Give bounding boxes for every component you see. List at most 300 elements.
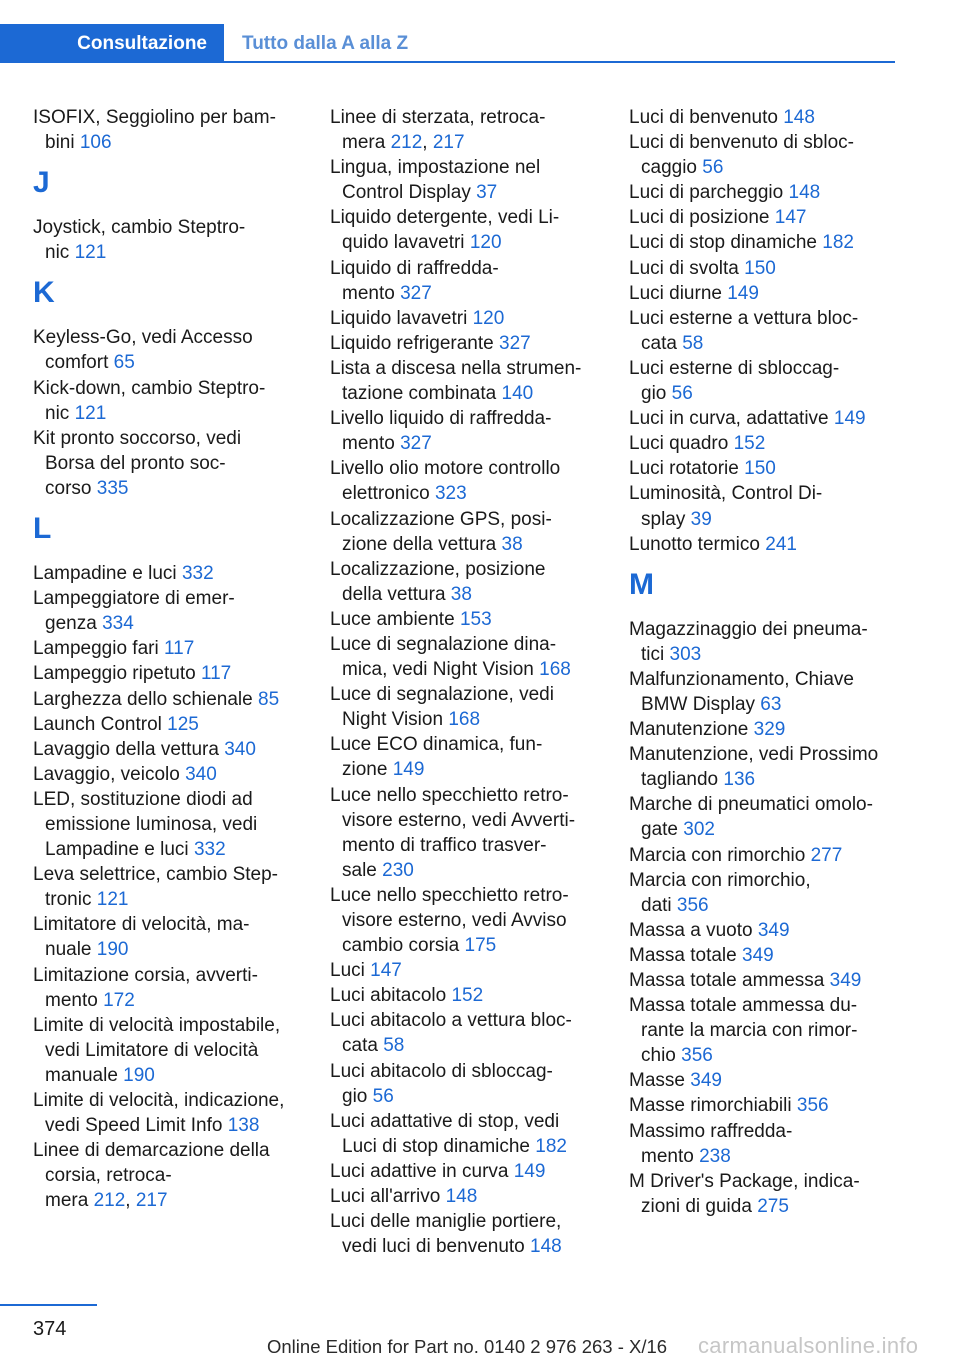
- page-reference-link[interactable]: 152: [451, 985, 484, 1007]
- index-entry: [33, 661, 301, 686]
- index-entry: [330, 883, 598, 958]
- index-entry-text: Luce nello specchietto retro-: [330, 884, 569, 906]
- index-entry-line: [33, 1013, 301, 1038]
- index-entry-line: [33, 1063, 301, 1088]
- index-entry: [629, 918, 891, 943]
- index-entry-text: zioni di guida: [641, 1195, 752, 1217]
- index-entry: [629, 306, 891, 356]
- index-entry: [629, 617, 891, 667]
- index-entry-text: Masse rimorchiabili: [629, 1095, 792, 1117]
- index-entry-line: [629, 692, 891, 717]
- index-entry-line: [330, 983, 598, 1008]
- page-reference-link[interactable]: 217: [432, 132, 465, 154]
- index-entry-text: bini: [45, 132, 75, 154]
- index-entry-text: elettronico: [342, 483, 430, 505]
- index-entry: [33, 862, 301, 912]
- index-entry-text: Luci abitacolo di sbloccag-: [330, 1060, 553, 1082]
- index-entry-line: [330, 1033, 598, 1058]
- index-entry-line: [629, 507, 891, 532]
- page-reference-link[interactable]: 327: [400, 282, 432, 304]
- index-entry-text: Luce di segnalazione, vedi: [330, 684, 554, 706]
- index-entry-text: Luci di stop dinamiche: [342, 1135, 530, 1157]
- index-entry-text: Luci di benvenuto di sbloc-: [629, 132, 854, 154]
- page-reference-link[interactable]: 38: [450, 583, 472, 605]
- page-reference-link[interactable]: 172: [103, 989, 135, 1011]
- index-entry-line: [33, 426, 301, 451]
- index-entry-line: [330, 306, 598, 331]
- index-entry: [629, 843, 891, 868]
- index-entry-line: [330, 783, 598, 808]
- index-entry-line: [629, 256, 891, 281]
- index-entry-line: [330, 1159, 598, 1184]
- watermark: carmanualsonline.info: [698, 1333, 919, 1358]
- index-entry-text: mica, vedi Night Vision: [342, 659, 534, 681]
- page-reference-link[interactable]: 175: [464, 935, 497, 957]
- index-entry-text: Linee di sterzata, retroca-: [330, 107, 546, 128]
- index-entry-text: mento di traffico trasver-: [342, 834, 547, 856]
- page-reference-link[interactable]: 125: [167, 713, 199, 735]
- index-entry-line: [629, 130, 891, 155]
- index-entry-line: [629, 481, 891, 506]
- page-reference-link[interactable]: 120: [469, 232, 502, 254]
- index-entry-text: Limite di velocità impostabile,: [33, 1014, 281, 1036]
- index-entry-text: Lampeggio ripetuto: [33, 663, 196, 685]
- index-entry: [629, 742, 891, 792]
- index-entry-line: [629, 155, 891, 180]
- index-entry: [33, 1013, 301, 1088]
- index-entry-line: [33, 963, 301, 988]
- index-entry-line: [629, 1169, 891, 1194]
- page-reference-link[interactable]: 241: [765, 533, 797, 555]
- index-entry-text: Manutenzione: [629, 719, 749, 741]
- index-entry-text: nic: [45, 242, 70, 264]
- page-reference-link[interactable]: 332: [193, 839, 226, 861]
- index-entry-line: [629, 868, 891, 893]
- page-reference-link[interactable]: 356: [681, 1045, 713, 1067]
- index-entry: [330, 732, 598, 782]
- index-entry-line: [33, 937, 301, 962]
- index-entry-text: dati: [641, 894, 672, 916]
- index-entry-text: Borsa del pronto soc-: [45, 452, 226, 474]
- page-reference-link[interactable]: 327: [400, 433, 432, 455]
- index-entry-text: manuale: [45, 1064, 118, 1086]
- index-entry-text: Luce ambiente: [330, 608, 455, 630]
- index-entry-line: [33, 687, 301, 712]
- index-entry: [33, 737, 301, 762]
- index-entry-line: [330, 682, 598, 707]
- index-entry-text: genza: [45, 613, 97, 635]
- index-entry-text: Limite di velocità, indicazione,: [33, 1090, 285, 1111]
- index-entry-line: [629, 667, 891, 692]
- page-reference-link[interactable]: 58: [383, 1035, 405, 1057]
- index-entry: [629, 717, 891, 742]
- index-entry-line: [629, 893, 891, 918]
- page-reference-link[interactable]: 329: [753, 719, 786, 741]
- index-entry-text: BMW Display: [641, 693, 756, 715]
- page-reference-link[interactable]: 65: [113, 352, 135, 374]
- index-entry-text: visore esterno, vedi Avviso: [342, 910, 567, 931]
- index-entry-text: cata: [641, 332, 677, 354]
- index-entry: [629, 256, 891, 281]
- index-entry: [33, 586, 301, 636]
- index-entry: [33, 1088, 301, 1138]
- index-entry-line: [330, 607, 598, 632]
- index-entry-text: Luci: [330, 960, 365, 982]
- index-entry: [330, 356, 598, 406]
- page-reference-link[interactable]: 275: [757, 1195, 789, 1217]
- page-reference-link[interactable]: 148: [530, 1236, 562, 1258]
- index-entry-text: corso: [45, 477, 92, 499]
- index-entry-line: [629, 1119, 891, 1144]
- index-entry: [330, 557, 598, 607]
- index-entry-text: Liquido refrigerante: [330, 332, 494, 354]
- index-entry-line: mera 212, 217: [45, 1190, 168, 1212]
- page-reference-link[interactable]: 356: [796, 1095, 829, 1117]
- index-entry-text: Luci delle maniglie portiere,: [330, 1211, 562, 1233]
- index-entry-text: corsia, retroca-: [45, 1165, 172, 1187]
- page-reference-link[interactable]: 153: [459, 608, 492, 630]
- index-entry-text: Kick-down, cambio Steptro-: [33, 377, 266, 399]
- index-entry: [330, 1159, 598, 1184]
- index-entry-line: [330, 858, 598, 883]
- page-reference-link[interactable]: 327: [499, 332, 531, 354]
- index-entry-line: [33, 1088, 301, 1113]
- index-entry-text: Manutenzione, vedi Prossimo: [629, 744, 879, 766]
- page-reference-link[interactable]: 147: [370, 960, 402, 982]
- index-entry-text: Luci di svolta: [629, 257, 739, 279]
- index-entry-line: [330, 732, 598, 757]
- index-entry-text: sale: [342, 859, 377, 881]
- index-entry-text: Night Vision: [342, 709, 444, 731]
- page-reference-link[interactable]: 121: [74, 402, 107, 424]
- index-entry-line: [629, 918, 891, 943]
- tab-consultazione[interactable]: Consultazione: [0, 24, 224, 63]
- index-entry-text: vedi Speed Limit Info: [45, 1115, 223, 1137]
- page-reference-link[interactable]: 212: [390, 132, 423, 154]
- index-entry: [629, 431, 891, 456]
- index-entry-line: [33, 561, 301, 586]
- index-entry: [330, 1184, 598, 1209]
- index-entry-text: Luci abitacolo: [330, 985, 447, 1007]
- index-entry-line: [330, 1234, 598, 1259]
- index-entry-line: [33, 661, 301, 686]
- page-reference-link[interactable]: 168: [448, 709, 481, 731]
- index-entry: [33, 1138, 301, 1213]
- index-entry: [330, 306, 598, 331]
- index-entry-line: [629, 180, 891, 205]
- index-entry-line: [330, 230, 598, 255]
- page-reference-link[interactable]: 58: [682, 332, 704, 354]
- index-entry-text: vedi Limitatore di velocità: [45, 1039, 259, 1061]
- page-reference-link[interactable]: 149: [833, 408, 866, 430]
- index-entry-text: Lampadine e luci: [33, 563, 177, 585]
- page-reference-link[interactable]: 149: [392, 759, 425, 781]
- page-reference-link[interactable]: 56: [372, 1085, 394, 1107]
- page-reference-link[interactable]: 150: [744, 458, 776, 480]
- page-reference-link[interactable]: 148: [783, 107, 815, 128]
- index-entry: [629, 130, 891, 180]
- index-column-1: [33, 105, 301, 1213]
- page-reference-link[interactable]: 136: [723, 769, 756, 791]
- index-entry-text: Luci in curva, adattative: [629, 408, 829, 430]
- index-entry-line: [629, 792, 891, 817]
- index-entry-line: [629, 742, 891, 767]
- index-entry-text: Liquido lavavetri: [330, 307, 468, 329]
- index-entry-text: tici: [641, 643, 665, 665]
- page-reference-link[interactable]: 323: [434, 483, 467, 505]
- index-entry: [330, 256, 598, 306]
- index-entry-text: Launch Control: [33, 713, 162, 735]
- index-entry: [330, 958, 598, 983]
- index-entry-line: [33, 215, 301, 240]
- page-reference-link[interactable]: 238: [699, 1145, 731, 1167]
- index-entry: [33, 426, 301, 501]
- page-reference-link[interactable]: 349: [829, 970, 862, 991]
- index-entry-text: Localizzazione GPS, posi-: [330, 508, 552, 530]
- index-entry-line: [33, 1038, 301, 1063]
- index-letter-heading: K: [33, 276, 55, 310]
- page-reference-link[interactable]: 106: [79, 132, 112, 154]
- page-reference-link[interactable]: 149: [513, 1160, 546, 1182]
- index-entry: [629, 993, 891, 1068]
- index-entry-text: visore esterno, vedi Avverti-: [342, 809, 576, 831]
- index-entry-line: [330, 958, 598, 983]
- index-entry: [629, 1119, 891, 1169]
- index-entry-text: LED, sostituzione diodi ad: [33, 788, 253, 810]
- index-entry-line: [629, 1018, 891, 1043]
- page-reference-link[interactable]: 147: [774, 207, 807, 229]
- page-reference-link[interactable]: 37: [476, 182, 498, 204]
- index-entry-line: [629, 532, 891, 557]
- index-entry: [330, 456, 598, 506]
- index-entry: [629, 868, 891, 918]
- index-entry-text: Lavaggio della vettura: [33, 738, 219, 760]
- index-entry: [330, 607, 598, 632]
- index-entry-text: Luci esterne di sbloccag-: [629, 357, 840, 379]
- index-entry-text: Massa totale: [629, 944, 737, 966]
- index-entry-text: Localizzazione, posizione: [330, 558, 546, 580]
- index-entry-line: [33, 325, 301, 350]
- page-reference-link[interactable]: 120: [472, 307, 505, 329]
- index-entry-line: [330, 205, 598, 230]
- index-entry: [330, 1209, 598, 1259]
- index-entry: [33, 215, 301, 265]
- index-entry: [33, 762, 301, 787]
- index-entry-text: cambio corsia: [342, 935, 460, 957]
- index-entry: [330, 105, 598, 155]
- page-reference-link[interactable]: 117: [163, 638, 195, 660]
- page-reference-link[interactable]: 63: [760, 693, 782, 715]
- index-entry-text: Joystick, cambio Steptro-: [33, 217, 246, 239]
- page-reference-link[interactable]: 340: [185, 763, 217, 785]
- index-entry-text: Masse: [629, 1070, 685, 1092]
- index-entry-line: [629, 617, 891, 642]
- index-entry-text: Luci di stop dinamiche: [629, 232, 817, 254]
- index-entry-text: Livello liquido di raffredda-: [330, 408, 552, 430]
- index-entry-text: Luminosità, Control Di-: [629, 483, 823, 505]
- page-reference-link[interactable]: 150: [744, 257, 776, 279]
- index-entry-text: Luci all'arrivo: [330, 1186, 441, 1208]
- index-entry-line: [33, 240, 301, 265]
- index-letter-heading: M: [629, 567, 654, 601]
- index-entry-text: Keyless-Go, vedi Accesso: [33, 327, 253, 349]
- index-entry-text: Luce nello specchietto retro-: [330, 784, 569, 806]
- index-entry: [330, 406, 598, 456]
- index-entry-line: [330, 632, 598, 657]
- index-entry: [629, 1093, 891, 1118]
- tab-tutto-dalla-a-alla-z[interactable]: Tutto dalla A alla Z: [242, 32, 409, 54]
- page-reference-link[interactable]: 149: [727, 282, 759, 304]
- index-entry-text: Lavaggio, veicolo: [33, 763, 180, 785]
- index-entry-line: [330, 1134, 598, 1159]
- index-entry-text: Lampeggio fari: [33, 638, 159, 660]
- page-reference-link[interactable]: 334: [102, 613, 134, 635]
- index-entry: [33, 376, 301, 426]
- index-entry-line: [33, 862, 301, 887]
- index-entry: [33, 636, 301, 661]
- index-entry-line: [330, 1059, 598, 1084]
- index-entry-line: [33, 401, 301, 426]
- page-reference-link[interactable]: 230: [382, 859, 414, 881]
- page-reference-link[interactable]: 332: [181, 563, 214, 585]
- index-entry: [629, 281, 891, 306]
- page-reference-link[interactable]: 39: [690, 508, 712, 530]
- index-entry-text: Control Display: [342, 182, 471, 204]
- index-entry-line: [330, 933, 598, 958]
- index-entry: [629, 356, 891, 406]
- index-entry-text: Massa totale ammessa: [629, 970, 825, 991]
- index-entry-text: tazione combinata: [342, 383, 497, 405]
- index-entry-line: [330, 1209, 598, 1234]
- index-entry-line: [629, 356, 891, 381]
- index-entry-text: nic: [45, 402, 70, 424]
- page-reference-link[interactable]: 85: [258, 688, 280, 710]
- page-number: 374: [33, 1318, 67, 1340]
- index-entry-text: Marcia con rimorchio,: [629, 869, 811, 891]
- index-entry: [33, 561, 301, 586]
- index-entry-line: [330, 481, 598, 506]
- page-reference-link[interactable]: 38: [501, 533, 523, 555]
- index-entry-text: Luci di parcheggio: [629, 182, 784, 204]
- index-entry-text: tagliando: [641, 769, 719, 791]
- index-entry-line: [629, 230, 891, 255]
- page-reference-link[interactable]: 148: [445, 1186, 478, 1208]
- index-entry-line: [33, 737, 301, 762]
- index-entry-text: Kit pronto soccorso, vedi: [33, 427, 242, 449]
- page-reference-link[interactable]: 56: [671, 383, 693, 405]
- index-entry-line: [330, 557, 598, 582]
- page-reference-link[interactable]: 349: [690, 1070, 722, 1092]
- page-reference-link[interactable]: 335: [96, 477, 129, 499]
- page-reference-link[interactable]: 168: [539, 659, 571, 681]
- index-entry-line: [33, 376, 301, 401]
- index-entry-text: ISOFIX, Seggiolino per bam-: [33, 107, 276, 128]
- page-reference-link[interactable]: 349: [742, 944, 774, 966]
- index-entry: [330, 1059, 598, 1109]
- page-reference-link[interactable]: 56: [702, 157, 724, 179]
- index-entry: [629, 230, 891, 255]
- page-reference-link[interactable]: 349: [757, 919, 790, 941]
- page-reference-link[interactable]: 212: [93, 1190, 126, 1212]
- index-entry: [33, 712, 301, 737]
- index-entry-line: [33, 105, 301, 130]
- index-entry-line: [629, 1144, 891, 1169]
- index-entry-line: [33, 988, 301, 1013]
- page-reference-link[interactable]: 117: [200, 663, 232, 685]
- page-reference-link[interactable]: 340: [224, 738, 256, 760]
- index-entry-text: Luci adattive in curva: [330, 1160, 509, 1182]
- page-reference-link[interactable]: 217: [135, 1190, 168, 1212]
- index-entry-text: Luci rotatorie: [629, 458, 739, 480]
- index-entry-line: [330, 1109, 598, 1134]
- index-entry-text: Magazzinaggio dei pneuma-: [629, 618, 868, 640]
- index-entry-line: [33, 1163, 301, 1188]
- index-entry-text: M Driver's Package, indica-: [629, 1170, 860, 1192]
- index-entry-line: [629, 717, 891, 742]
- index-entry-line: [330, 1084, 598, 1109]
- index-entry-text: Luci di posizione: [629, 207, 770, 229]
- page-reference-link[interactable]: 190: [123, 1064, 155, 1086]
- index-entry: [33, 912, 301, 962]
- page-reference-link[interactable]: 303: [669, 643, 702, 665]
- index-entry-text: gio: [342, 1085, 368, 1107]
- index-entry-line: [629, 406, 891, 431]
- page-reference-link[interactable]: 140: [501, 383, 534, 405]
- index-entry-line: [330, 507, 598, 532]
- index-entry-text: zione della vettura: [342, 533, 497, 555]
- index-entry-line: [33, 787, 301, 812]
- page-reference-link[interactable]: 277: [810, 844, 843, 866]
- page-reference-link[interactable]: 182: [822, 232, 854, 254]
- page-reference-link[interactable]: 121: [74, 242, 107, 264]
- index-entry-line: [33, 451, 301, 476]
- page-reference-link[interactable]: 302: [683, 819, 715, 841]
- index-entry-text: Liquido di raffredda-: [330, 257, 499, 279]
- index-entry-line: [629, 993, 891, 1018]
- index-entry-text: Liquido detergente, vedi Li-: [330, 207, 560, 229]
- index-entry-text: Marcia con rimorchio: [629, 844, 806, 866]
- page-reference-link[interactable]: 152: [733, 433, 766, 455]
- index-entry-line: [330, 1184, 598, 1209]
- index-entry-line: [330, 281, 598, 306]
- index-entry-text: Luce di segnalazione dina-: [330, 633, 557, 655]
- index-entry-text: mento: [342, 282, 395, 304]
- page-reference-link[interactable]: 138: [227, 1115, 260, 1137]
- index-entry-text: gio: [641, 383, 667, 405]
- index-entry-line: [33, 611, 301, 636]
- index-entry: [330, 331, 598, 356]
- page-reference-link[interactable]: 356: [676, 894, 709, 916]
- index-entry-text: mera: [45, 1190, 89, 1212]
- index-entry-line: [629, 968, 891, 993]
- index-entry-text: Lingua, impostazione nel: [330, 157, 541, 179]
- index-entry-line: [629, 1043, 891, 1068]
- page-reference-link[interactable]: 148: [788, 182, 821, 204]
- index-entry-line: [33, 712, 301, 737]
- index-entry-text: Massimo raffredda-: [629, 1120, 793, 1142]
- page-reference-link[interactable]: 182: [535, 1135, 567, 1157]
- index-entry-line: [330, 456, 598, 481]
- page-reference-link[interactable]: 190: [96, 939, 129, 961]
- index-entry-text: Luci diurne: [629, 282, 722, 304]
- index-entry-text: mera: [342, 132, 386, 154]
- page-reference-link[interactable]: 121: [96, 889, 129, 911]
- index-entry-line: [330, 532, 598, 557]
- header-divider: [224, 61, 895, 63]
- index-entry-text: Massa totale ammessa du-: [629, 995, 858, 1017]
- index-entry-line: [629, 306, 891, 331]
- index-entry-text: splay: [641, 508, 686, 530]
